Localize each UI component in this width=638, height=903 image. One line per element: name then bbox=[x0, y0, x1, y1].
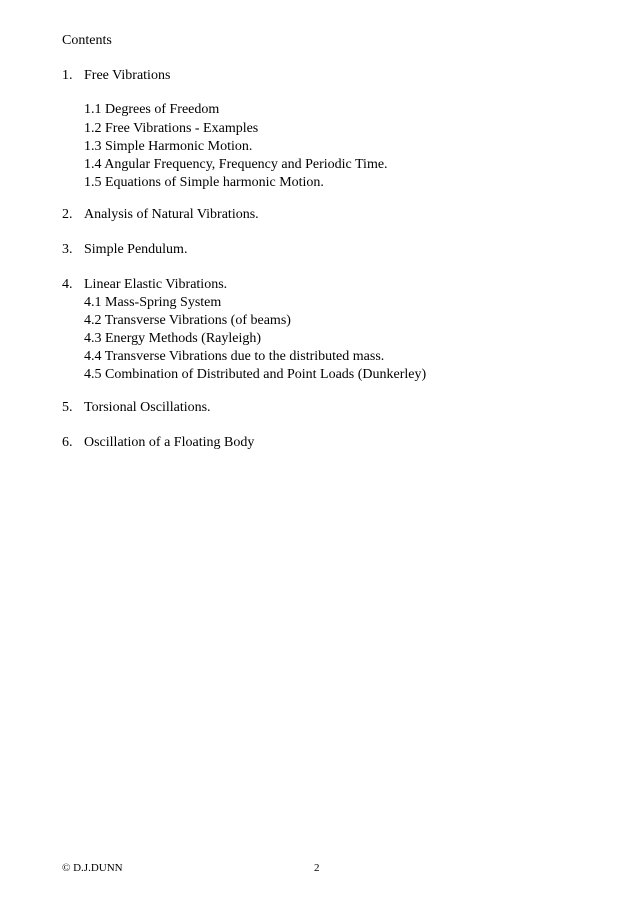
section-2 bbox=[62, 207, 259, 223]
page-title: Contents bbox=[62, 33, 112, 48]
subsection-4-5: 4.5 Combination of Distributed and Point Loads (Dunkerley) bbox=[84, 367, 427, 382]
section-6 bbox=[62, 435, 254, 451]
section-label: Free Vibrations bbox=[84, 68, 171, 83]
subsection-1-3: 1.3 Simple Harmonic Motion. bbox=[84, 139, 253, 154]
section-label: Simple Pendulum. bbox=[84, 242, 188, 257]
subsection-4-3: 4.3 Energy Methods (Rayleigh) bbox=[84, 331, 262, 346]
section-label: Linear Elastic Vibrations. bbox=[84, 277, 228, 292]
subsection-4-4: 4.4 Transverse Vibrations due to the distributed mass. bbox=[84, 349, 385, 364]
section-number: 6. bbox=[62, 435, 73, 450]
subsection-4-2: 4.2 Transverse Vibrations (of beams) bbox=[84, 313, 291, 328]
subsection-4-1: 4.1 Mass-Spring System bbox=[84, 295, 222, 310]
section-3 bbox=[62, 242, 187, 258]
section-label: Oscillation of a Floating Body bbox=[84, 435, 255, 450]
footer-copyright: © D.J.DUNN bbox=[62, 862, 123, 874]
section-4 bbox=[62, 277, 227, 293]
section-1 bbox=[62, 68, 170, 84]
subsection-1-4: 1.4 Angular Frequency, Frequency and Periodic Time. bbox=[84, 157, 388, 172]
section-label: Torsional Oscillations. bbox=[84, 400, 211, 415]
section-number: 4. bbox=[62, 277, 73, 292]
footer-page-number: 2 bbox=[314, 862, 320, 874]
section-label: Analysis of Natural Vibrations. bbox=[84, 207, 259, 222]
section-number: 5. bbox=[62, 400, 73, 415]
section-number: 2. bbox=[62, 207, 73, 222]
subsection-1-1: 1.1 Degrees of Freedom bbox=[84, 102, 220, 117]
section-number: 3. bbox=[62, 242, 73, 257]
subsection-1-5: 1.5 Equations of Simple harmonic Motion. bbox=[84, 175, 324, 190]
section-number: 1. bbox=[62, 68, 73, 83]
subsection-1-2: 1.2 Free Vibrations - Examples bbox=[84, 121, 259, 136]
section-5 bbox=[62, 400, 211, 416]
